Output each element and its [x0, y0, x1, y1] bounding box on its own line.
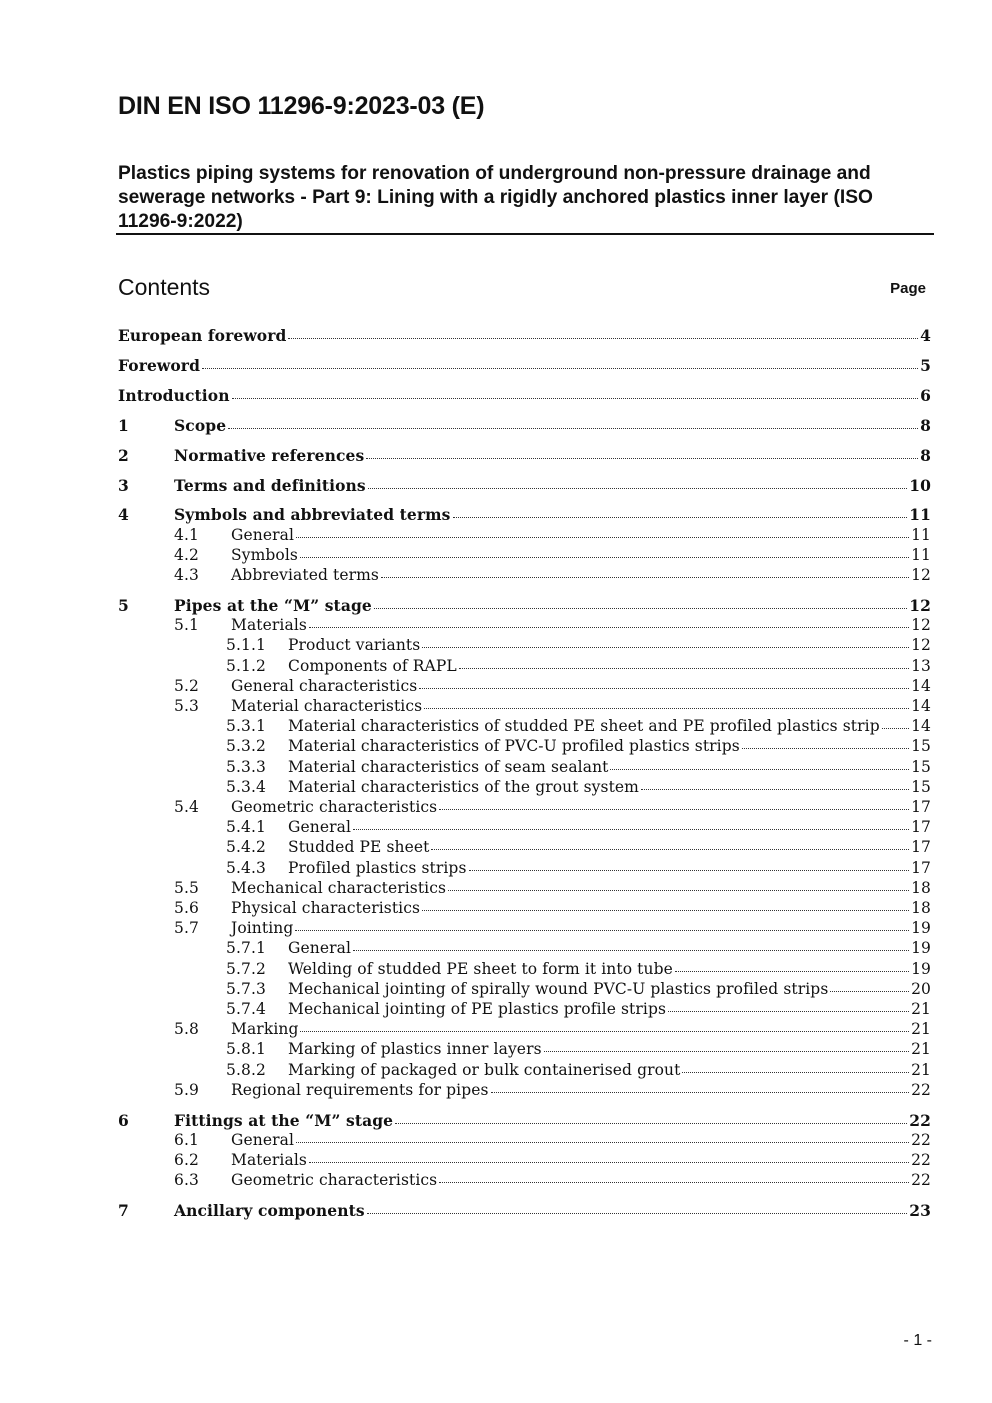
toc-entry-number: 5.7.1 — [226, 939, 266, 958]
toc-entry-title: Introduction — [118, 385, 230, 405]
toc-entry-page: 20 — [911, 979, 931, 998]
toc-entry[interactable] — [118, 919, 931, 940]
toc-entry-title: Fittings at the “M” stage — [174, 1110, 394, 1130]
toc-entry-number: 2 — [118, 445, 129, 465]
toc-entry-page: 21 — [911, 999, 931, 1018]
toc-dot-leader — [544, 1050, 909, 1052]
toc-entry[interactable] — [118, 737, 931, 758]
toc-entry-title: Material characteristics of seam sealant — [288, 757, 609, 776]
toc-entry-number: 5.7 — [174, 919, 199, 938]
toc-dot-leader — [309, 626, 909, 628]
toc-entry-number: 5.4 — [174, 797, 199, 816]
toc-entry[interactable] — [118, 636, 931, 657]
toc-entry[interactable] — [118, 596, 931, 617]
toc-entry-number: 1 — [118, 415, 129, 435]
toc-dot-leader — [296, 1141, 909, 1143]
toc-entry-title: European foreword — [118, 326, 287, 345]
toc-entry[interactable] — [118, 1000, 931, 1021]
toc-entry-number: 5.6 — [174, 898, 199, 917]
toc-dot-leader — [491, 1091, 909, 1093]
toc-entry-title: Geometric characteristics — [231, 1171, 438, 1190]
toc-dot-leader — [830, 990, 909, 992]
toc-entry-title: Material characteristics of the grout system — [288, 777, 639, 796]
toc-dot-leader — [422, 646, 909, 648]
toc-entry-page: 11 — [909, 505, 931, 525]
toc-entry-title: Marking of plastics inner layers — [288, 1040, 542, 1059]
toc-entry-title: Welding of studded PE sheet to form it into tube — [288, 959, 673, 978]
toc-entry-title: Mechanical characteristics — [231, 878, 447, 897]
toc-entry-page: 17 — [911, 838, 931, 857]
toc-dot-leader — [469, 869, 910, 871]
toc-dot-leader — [448, 889, 909, 891]
toc-entry-page: 15 — [911, 757, 931, 776]
toc-entry[interactable] — [118, 1131, 931, 1152]
toc-entry-number: 5.4.1 — [226, 818, 266, 837]
toc-entry-number: 7 — [118, 1201, 129, 1221]
toc-entry-number: 5.5 — [174, 878, 199, 897]
toc-entry[interactable] — [118, 1151, 931, 1172]
toc-entry-title: Materials — [231, 1151, 307, 1169]
document-title: Plastics piping systems for renovation of underground non-pressure drainage and sewerage networks - Part 9: Lining with a rigidly anchored plastics inner layer (ISO 11296-9:2022) — [118, 163, 873, 232]
toc-entry-page: 8 — [920, 445, 931, 465]
toc-entry-page: 22 — [909, 1110, 931, 1130]
toc-entry-title: Symbols and abbreviated terms — [174, 505, 451, 525]
toc-entry-page: 19 — [911, 939, 931, 958]
toc-entry[interactable] — [118, 899, 931, 920]
toc-entry-number: 6 — [118, 1110, 129, 1130]
toc-entry[interactable] — [118, 1040, 931, 1061]
toc-entry-page: 19 — [911, 919, 931, 938]
toc-entry[interactable] — [118, 386, 931, 407]
toc-dot-leader — [668, 1010, 909, 1012]
toc-entry-page: 14 — [911, 696, 931, 715]
toc-entry-number: 5.1 — [174, 616, 199, 635]
toc-entry-title: Material characteristics of studded PE sheet and PE profiled plastics strip — [288, 717, 880, 736]
toc-entry-number: 5.3.1 — [226, 717, 266, 736]
toc-entry-page: 12 — [909, 595, 931, 615]
toc-entry-page: 21 — [911, 1040, 931, 1059]
toc-entry-page: 14 — [911, 676, 931, 695]
toc-entry-title: General characteristics — [231, 676, 418, 695]
toc-entry-title: Components of RAPL — [288, 656, 457, 675]
toc-entry[interactable] — [118, 879, 931, 900]
toc-entry-title: General — [288, 818, 352, 837]
toc-entry-page: 4 — [920, 326, 931, 345]
toc-dot-leader — [419, 687, 909, 689]
toc-entry[interactable] — [118, 758, 931, 779]
page-column-label: Page — [890, 280, 926, 297]
toc-entry-page: 10 — [909, 475, 931, 495]
toc-dot-leader — [300, 556, 909, 558]
toc-entry[interactable] — [118, 657, 931, 678]
toc-entry-number: 5.8.2 — [226, 1060, 266, 1079]
toc-dot-leader — [439, 1181, 909, 1183]
toc-entry-title: Abbreviated terms — [231, 566, 379, 584]
toc-dot-leader — [374, 607, 907, 609]
toc-dot-leader — [353, 949, 909, 951]
toc-entry[interactable] — [118, 697, 931, 718]
toc-entry-title: Geometric characteristics — [231, 797, 438, 816]
toc-dot-leader — [366, 457, 918, 459]
toc-dot-leader — [295, 929, 909, 931]
toc-entry-number: 4.1 — [174, 525, 199, 544]
toc-entry-number: 4 — [118, 505, 129, 525]
toc-dot-leader — [232, 397, 919, 399]
toc-entry[interactable] — [118, 717, 931, 738]
toc-entry-page: 17 — [911, 818, 931, 837]
toc-entry-title: Marking — [231, 1020, 299, 1039]
toc-entry-number: 5.3.2 — [226, 737, 266, 756]
toc-entry-page: 17 — [911, 797, 931, 816]
toc-entry-number: 5.8.1 — [226, 1040, 266, 1059]
toc-dot-leader — [424, 707, 909, 709]
toc-entry-number: 5.4.2 — [226, 838, 266, 857]
toc-entry-number: 5.9 — [174, 1080, 199, 1099]
toc-entry-page: 23 — [909, 1201, 931, 1221]
toc-dot-leader — [228, 427, 918, 429]
toc-entry-number: 5.7.3 — [226, 979, 266, 998]
toc-entry-title: Marking of packaged or bulk containerised grout — [288, 1060, 681, 1079]
toc-entry-title: Ancillary components — [174, 1201, 365, 1221]
toc-entry-title: Studded PE sheet — [288, 838, 430, 857]
toc-entry-number: 5.2 — [174, 676, 199, 695]
toc-entry[interactable] — [118, 939, 931, 960]
toc-entry-number: 3 — [118, 475, 129, 495]
toc-entry[interactable] — [118, 960, 931, 981]
toc-entry-number: 4.3 — [174, 566, 199, 584]
toc-dot-leader — [641, 788, 909, 790]
toc-entry[interactable] — [118, 818, 931, 839]
toc-entry[interactable] — [118, 798, 931, 819]
toc-entry-page: 13 — [911, 656, 931, 675]
toc-entry-page: 12 — [911, 566, 931, 584]
toc-dot-leader — [675, 970, 909, 972]
toc-entry[interactable] — [118, 838, 931, 859]
toc-entry-title: Symbols — [231, 545, 298, 564]
toc-entry-page: 21 — [911, 1060, 931, 1079]
toc-dot-leader — [353, 828, 909, 830]
toc-entry-title: Materials — [231, 616, 307, 635]
toc-entry[interactable] — [118, 476, 931, 497]
toc-entry-page: 15 — [911, 777, 931, 796]
toc-entry-title: Foreword — [118, 355, 201, 375]
toc-dot-leader — [288, 337, 918, 339]
toc-entry-page: 12 — [911, 636, 931, 655]
toc-entry-page: 12 — [911, 616, 931, 635]
toc-entry-title: Normative references — [174, 445, 365, 465]
toc-dot-leader — [459, 667, 909, 669]
toc-dot-leader — [682, 1071, 909, 1073]
toc-dot-leader — [439, 808, 909, 810]
toc-entry[interactable] — [118, 326, 931, 347]
toc-entry-title: Pipes at the “M” stage — [174, 595, 372, 615]
toc-entry-number: 5.3 — [174, 696, 199, 715]
toc-entry-page: 21 — [911, 1020, 931, 1039]
toc-dot-leader — [367, 1212, 908, 1214]
toc-entry[interactable] — [118, 616, 931, 637]
toc-entry-page: 14 — [911, 717, 931, 736]
toc-entry[interactable] — [118, 1081, 931, 1102]
toc-entry-number: 4.2 — [174, 545, 199, 564]
toc-entry-number: 6.3 — [174, 1171, 199, 1190]
toc-dot-leader — [431, 848, 909, 850]
toc-entry[interactable] — [118, 1171, 931, 1192]
document-id: DIN EN ISO 11296-9:2023-03 (E) — [118, 92, 485, 120]
toc-entry-title: Physical characteristics — [231, 898, 421, 917]
toc-entry-number: 5.1.2 — [226, 656, 266, 675]
toc-entry-title: General — [288, 939, 352, 958]
toc-entry[interactable] — [118, 1111, 931, 1132]
toc-entry[interactable] — [118, 859, 931, 880]
toc-dot-leader — [882, 727, 909, 729]
toc-entry-page: 22 — [911, 1171, 931, 1190]
toc-dot-leader — [742, 747, 909, 749]
toc-dot-leader — [422, 909, 909, 911]
title-divider — [116, 233, 934, 235]
toc-entry-number: 5.1.1 — [226, 636, 266, 655]
toc-entry-title: Material characteristics of PVC-U profiled plastics strips — [288, 737, 740, 756]
toc-entry-title: Material characteristics — [231, 696, 423, 715]
toc-entry[interactable] — [118, 546, 931, 567]
toc-entry-number: 6.1 — [174, 1130, 199, 1149]
toc-entry[interactable] — [118, 677, 931, 698]
toc-entry-page: 22 — [911, 1151, 931, 1169]
toc-entry-title: Mechanical jointing of spirally wound PVC-U plastics profiled strips — [288, 979, 829, 998]
toc-entry-title: Scope — [174, 415, 227, 435]
toc-entry[interactable] — [118, 526, 931, 547]
toc-entry-number: 5.7.4 — [226, 999, 266, 1018]
toc-entry[interactable] — [118, 446, 931, 467]
toc-entry[interactable] — [118, 416, 931, 437]
toc-entry-page: 8 — [920, 415, 931, 435]
toc-entry[interactable] — [118, 1061, 931, 1082]
toc-entry-number: 5.8 — [174, 1020, 199, 1039]
toc-entry-title: Mechanical jointing of PE plastics profile strips — [288, 999, 667, 1018]
toc-entry-title: Profiled plastics strips — [288, 858, 467, 877]
toc-entry[interactable] — [118, 1201, 931, 1222]
toc-dot-leader — [309, 1161, 909, 1163]
toc-dot-leader — [300, 1030, 909, 1032]
toc-dot-leader — [395, 1122, 907, 1124]
toc-entry-page: 19 — [911, 959, 931, 978]
toc-entry-title: Jointing — [231, 919, 294, 938]
toc-entry-page: 6 — [920, 385, 931, 405]
toc-entry[interactable] — [118, 980, 931, 1001]
contents-heading: Contents — [118, 274, 211, 300]
toc-entry-page: 18 — [911, 898, 931, 917]
toc-entry-page: 22 — [911, 1080, 931, 1099]
toc-dot-leader — [381, 576, 909, 578]
toc-entry-title: Regional requirements for pipes — [231, 1080, 489, 1099]
toc-entry[interactable] — [118, 778, 931, 799]
toc-entry-title: Terms and definitions — [174, 475, 366, 495]
toc-entry-number: 6.2 — [174, 1151, 199, 1169]
toc-dot-leader — [610, 768, 909, 770]
toc-entry-page: 11 — [911, 545, 931, 564]
toc-entry[interactable] — [118, 505, 931, 526]
toc-entry-page: 18 — [911, 878, 931, 897]
toc-entry-page: 22 — [911, 1130, 931, 1149]
toc-entry-title: General — [231, 1130, 295, 1149]
toc-entry-number: 5.7.2 — [226, 959, 266, 978]
toc-entry-page: 11 — [911, 525, 931, 544]
toc-entry-title: Product variants — [288, 636, 421, 655]
toc-entry-page: 5 — [920, 355, 931, 375]
toc-entry-number: 5.3.3 — [226, 757, 266, 776]
toc-entry[interactable] — [118, 356, 931, 377]
toc-dot-leader — [453, 516, 908, 518]
toc-entry-number: 5.4.3 — [226, 858, 266, 877]
toc-entry-number: 5.3.4 — [226, 777, 266, 796]
toc-entry-page: 17 — [911, 858, 931, 877]
toc-entry-page: 15 — [911, 737, 931, 756]
toc-entry[interactable] — [118, 1020, 931, 1041]
toc-entry-title: General — [231, 525, 295, 544]
toc-entry-number: 5 — [118, 595, 129, 615]
toc-dot-leader — [296, 536, 909, 538]
toc-dot-leader — [202, 367, 918, 369]
toc-dot-leader — [368, 487, 907, 489]
toc-entry[interactable] — [118, 566, 931, 587]
page-number: - 1 - — [903, 1332, 932, 1349]
